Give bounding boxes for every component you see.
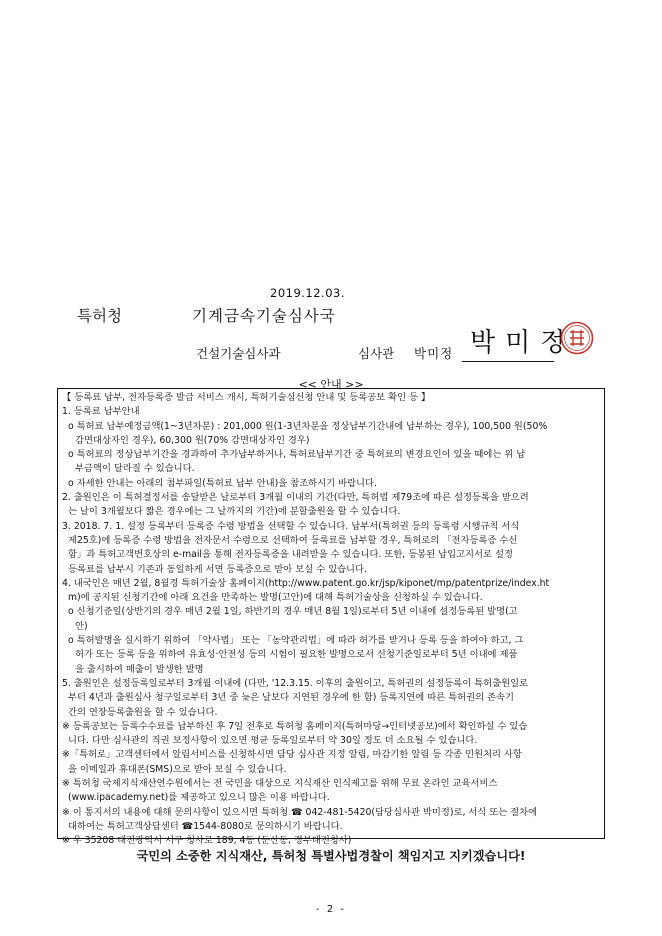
- notice-line: ※ 특허청 국제지식재산연수원에서는 전 국민을 대상으로 지식재산 인식제고를 위해 무료 온라인 교육서비스: [62, 778, 498, 790]
- notice-line: o 특허료의 정상납부기간을 경과하여 추가납부하거나, 특허료납부기간 중 특허료의 변경요인이 있을 때에는 위 납: [68, 449, 526, 461]
- page-number: - 2 -: [316, 904, 346, 915]
- notice-line: 을 출시하여 매출이 발생한 발명: [75, 663, 204, 675]
- notice-line: o 특허발명을 실시하기 위하여 「약사법」 또는 「농약관리법」에 따라 허가를 받거나 등록 등을 하여야 하고, 그: [68, 635, 524, 647]
- notice-line: 제25호)에 등록증 수령 방법을 전자문서 수령으로 선택하여 등록료를 납부할 경우, 특허로의 「전자등록증 수신: [68, 534, 518, 546]
- notice-line: o 자세한 안내는 아래의 첨부파일(특허료 납부 안내)을 참조하시기 바랍니다.: [68, 477, 377, 489]
- bureau-name: 기계금속기술심사국: [192, 307, 336, 325]
- notice-line: 1. 등록료 납부안내: [62, 406, 140, 418]
- notice-line: 5. 출원인은 설정등록일로부터 3개월 이내에 (다만, '12.3.15. 이후의 출원이고, 특허권의 설정등록이 특허출원일로: [62, 677, 529, 689]
- notice-title: << 안내 >>: [298, 378, 364, 391]
- notice-line: m)에 공지된 신청기간에 아래 요건을 만족하는 발명(고안)에 대해 특허기술상을 신청하실 수 있습니다.: [68, 592, 483, 604]
- notice-line: 감면대상자인 경우), 60,300 원(70% 감면대상자인 경우): [75, 434, 310, 446]
- notice-line: 대하여는 특허고객상담센터 ☎1544-8080로 문의하시기 바랍니다.: [68, 820, 343, 832]
- examiner-signature: 박미정: [470, 328, 576, 358]
- official-seal-icon: [560, 321, 594, 355]
- notice-line: 는 날이 3개월보다 짧은 경우에는 그 날까지의 기간)에 분할출원을 할 수 있습니다.: [68, 506, 401, 518]
- notice-line: 안): [75, 620, 88, 632]
- notice-line: 간의 연장등록출원을 할 수 있습니다.: [68, 706, 218, 718]
- notice-line: (www.ipacademy.net)를 제공하고 있으니 많은 이용 바랍니다.: [68, 792, 330, 804]
- notice-line: 허가 또는 등록 등을 위하여 유효성·안전성 등의 시험이 필요한 발명으로서 신청기준일로부터 5년 이내에 제품: [75, 649, 518, 661]
- notice-line: o 특허료 납부예정금액(1~3년차분) : 201,000 원(1-3년차분을 정상납부기간내에 납부하는 경우), 100,500 원(50%: [68, 420, 548, 432]
- notice-line: 함」과 특허고객번호상의 e-mail을 통해 전자등록증을 내려받을 수 있습니다. 또한, 등봉된 납입고지서로 설정: [68, 549, 513, 561]
- notice-line: ※ 등록공보는 등록수수료를 납부하신 후 7일 전후로 특허청 홈페이지(특허마당→인터넷공보)에서 확인하실 수 있습: [62, 720, 528, 732]
- notice-line: o 신청기준일(상반기의 경우 매년 2월 1일, 하반기의 경우 매년 8월 1일)로부터 5년 이내에 설정등록된 발명(고: [68, 606, 518, 618]
- notice-line: ※ 이 통지서의 내용에 대해 문의사항이 있으시면 특허청 ☎ 042-481-5420(담당심사관 박미정)로, 서식 또는 절차에: [62, 806, 538, 818]
- notice-line: 부금액이 달라질 수 있습니다.: [75, 463, 195, 475]
- examiner-name: 박미정: [414, 346, 454, 361]
- notice-line: ※「특허로」고객센터에서 알림서비스를 신청하시면 담당 심사관 지정 알림, 마감기한 알림 등 각종 민원처리 사항: [62, 749, 522, 761]
- document-date: 2019.12.03.: [270, 286, 345, 300]
- examiner-title: 심사관: [358, 346, 395, 361]
- notice-line: 을 이메일과 휴대폰(SMS)으로 받아 보실 수 있습니다.: [68, 763, 287, 775]
- notice-line: 4. 내국인은 매년 2월, 8월경 특허기술상 홈페이지(http://www.patent.go.kr/jsp/kiponet/mp/patentprize/index.ht: [62, 577, 550, 589]
- agency-name: 특허청: [77, 307, 122, 325]
- notice-line: 니다. 다만 심사관의 직권 보정사항이 있으면 평균 등록일로부터 약 30일 정도 더 소요될 수 있습니다.: [68, 735, 478, 747]
- division-name: 건설기술심사과: [196, 346, 281, 361]
- notice-box: [57, 388, 605, 847]
- notice-line: 3. 2018. 7. 1. 설정 등록부터 등록증 수령 방법을 선택할 수 있습니다. 납부서(특허권 등의 등록령 시행규칙 서식: [62, 520, 520, 532]
- notice-line: 부터 4년과 출원심사 청구일로부터 3년 중 늦은 날보다 지연된 경우에 한 함) 등록지연에 따른 특허권의 존속기: [68, 692, 514, 704]
- signature-underline: [462, 361, 554, 362]
- notice-line: ※ 우 35208 대전광역시 서구 청사로 189, 4동 (둔산동, 정부대전청사): [62, 835, 352, 847]
- notice-line: 【 등록료 납부, 전자등록증 발급 서비스 개시, 특허기술심신청 안내 및 등록공보 확인 등 】: [62, 392, 431, 403]
- notice-line: 2. 출원인은 이 특허결정서를 송달받은 날로부터 3개월 이내의 기간(다만, 특허법 제79조에 따른 설정등록을 받으려: [62, 492, 529, 504]
- notice-line: 등록료를 납부시 기존과 동일하게 서면 등록증으로 받아 보실 수 있습니다.: [68, 563, 367, 575]
- footer-slogan: 국민의 소중한 지식재산, 특허청 특별사법경찰이 책임지고 지키겠습니다!: [136, 849, 526, 863]
